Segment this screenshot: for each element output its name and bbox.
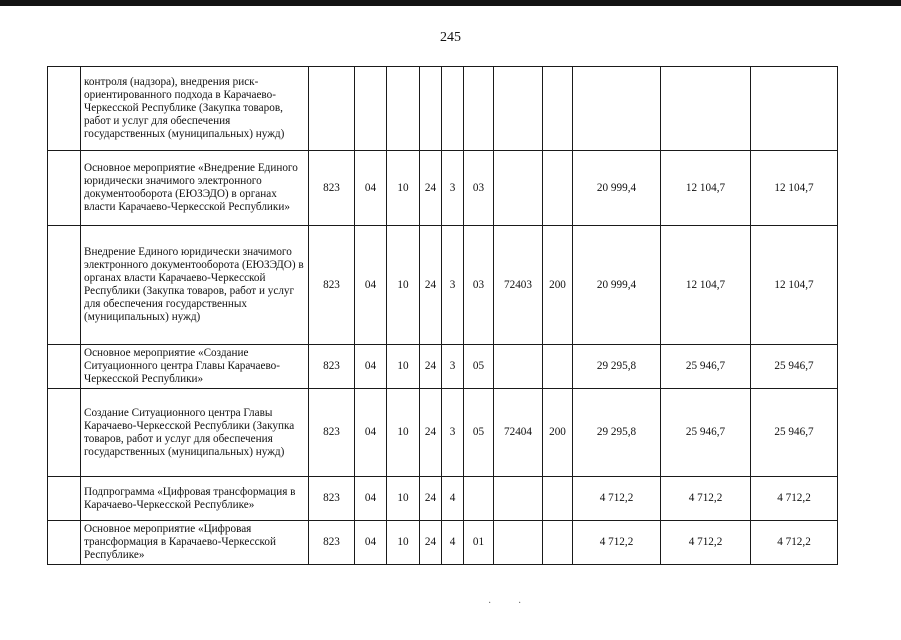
amount-year2-cell bbox=[661, 67, 751, 151]
amount-year2-cell: 25 946,7 bbox=[661, 345, 751, 389]
row-index-cell bbox=[48, 389, 81, 477]
direction-code-cell bbox=[494, 151, 543, 226]
subprogram-code-cell: 3 bbox=[442, 226, 464, 345]
item-name-cell: Основное мероприятие «Цифровая трансформация в Карачаево-Черкесской Республике» bbox=[81, 521, 309, 565]
table-row bbox=[48, 151, 838, 226]
amount-year3-cell: 12 104,7 bbox=[751, 151, 838, 226]
amount-year2-cell: 4 712,2 bbox=[661, 521, 751, 565]
direction-code-cell bbox=[494, 521, 543, 565]
subprogram-code-cell: 3 bbox=[442, 389, 464, 477]
section-code-cell: 04 bbox=[355, 477, 387, 521]
admin-code-cell: 823 bbox=[309, 477, 355, 521]
event-code-cell: 03 bbox=[464, 226, 494, 345]
subprogram-code-cell: 3 bbox=[442, 345, 464, 389]
subsection-code-cell bbox=[387, 67, 420, 151]
program-code-cell: 24 bbox=[420, 345, 442, 389]
event-code-cell bbox=[464, 477, 494, 521]
section-code-cell: 04 bbox=[355, 521, 387, 565]
amount-year2-cell: 25 946,7 bbox=[661, 389, 751, 477]
subsection-code-cell: 10 bbox=[387, 477, 420, 521]
event-code-cell: 01 bbox=[464, 521, 494, 565]
direction-code-cell: 72404 bbox=[494, 389, 543, 477]
table-row bbox=[48, 67, 838, 151]
subsection-code-cell: 10 bbox=[387, 389, 420, 477]
amount-year3-cell bbox=[751, 67, 838, 151]
amount-year3-cell: 4 712,2 bbox=[751, 477, 838, 521]
section-code-cell: 04 bbox=[355, 345, 387, 389]
amount-year1-cell: 4 712,2 bbox=[573, 521, 661, 565]
subsection-code-cell: 10 bbox=[387, 151, 420, 226]
program-code-cell: 24 bbox=[420, 477, 442, 521]
amount-year3-cell: 4 712,2 bbox=[751, 521, 838, 565]
table-row bbox=[48, 389, 838, 477]
direction-code-cell bbox=[494, 477, 543, 521]
amount-year1-cell: 29 295,8 bbox=[573, 345, 661, 389]
admin-code-cell: 823 bbox=[309, 345, 355, 389]
event-code-cell bbox=[464, 67, 494, 151]
budget-table bbox=[47, 66, 838, 565]
subsection-code-cell: 10 bbox=[387, 226, 420, 345]
scan-speck: · bbox=[488, 598, 492, 609]
direction-code-cell bbox=[494, 345, 543, 389]
section-code-cell bbox=[355, 67, 387, 151]
amount-year3-cell: 25 946,7 bbox=[751, 389, 838, 477]
item-name-cell: Основное мероприятие «Создание Ситуационного центра Главы Карачаево-Черкесской Республики» bbox=[81, 345, 309, 389]
row-index-cell bbox=[48, 67, 81, 151]
row-index-cell bbox=[48, 345, 81, 389]
page-top-border bbox=[0, 0, 901, 6]
admin-code-cell bbox=[309, 67, 355, 151]
expense-type-cell bbox=[543, 151, 573, 226]
row-index-cell bbox=[48, 477, 81, 521]
subprogram-code-cell: 3 bbox=[442, 151, 464, 226]
section-code-cell: 04 bbox=[355, 151, 387, 226]
table-row bbox=[48, 345, 838, 389]
program-code-cell: 24 bbox=[420, 226, 442, 345]
amount-year1-cell: 29 295,8 bbox=[573, 389, 661, 477]
admin-code-cell: 823 bbox=[309, 521, 355, 565]
table-body bbox=[48, 67, 838, 565]
direction-code-cell bbox=[494, 67, 543, 151]
admin-code-cell: 823 bbox=[309, 151, 355, 226]
item-name-cell: Подпрограмма «Цифровая трансформация в Карачаево-Черкесской Республике» bbox=[81, 477, 309, 521]
admin-code-cell: 823 bbox=[309, 389, 355, 477]
direction-code-cell: 72403 bbox=[494, 226, 543, 345]
row-index-cell bbox=[48, 226, 81, 345]
expense-type-cell bbox=[543, 521, 573, 565]
table-row bbox=[48, 226, 838, 345]
amount-year1-cell bbox=[573, 67, 661, 151]
amount-year2-cell: 4 712,2 bbox=[661, 477, 751, 521]
program-code-cell: 24 bbox=[420, 521, 442, 565]
amount-year1-cell: 20 999,4 bbox=[573, 151, 661, 226]
item-name-cell: контроля (надзора), внедрения риск-ориентированного подхода в Карачаево-Черкесской Республике (Закупка товаров, работ и услуг для обеспечения государственных (муниципальных) нужд) bbox=[81, 67, 309, 151]
amount-year3-cell: 12 104,7 bbox=[751, 226, 838, 345]
item-name-cell: Создание Ситуационного центра Главы Карачаево-Черкесской Республики (Закупка товаров, работ и услуг для обеспечения государственных (муниципальных) нужд) bbox=[81, 389, 309, 477]
amount-year1-cell: 20 999,4 bbox=[573, 226, 661, 345]
expense-type-cell bbox=[543, 345, 573, 389]
program-code-cell: 24 bbox=[420, 389, 442, 477]
scan-speck: · bbox=[518, 598, 522, 609]
event-code-cell: 05 bbox=[464, 345, 494, 389]
program-code-cell bbox=[420, 67, 442, 151]
subsection-code-cell: 10 bbox=[387, 345, 420, 389]
expense-type-cell bbox=[543, 477, 573, 521]
subprogram-code-cell bbox=[442, 67, 464, 151]
item-name-cell: Основное мероприятие «Внедрение Единого юридически значимого электронного документооборота (ЕЮЗЭДО) в органах власти Карачаево-Черкесской Республики» bbox=[81, 151, 309, 226]
table-row bbox=[48, 477, 838, 521]
expense-type-cell: 200 bbox=[543, 389, 573, 477]
event-code-cell: 05 bbox=[464, 389, 494, 477]
event-code-cell: 03 bbox=[464, 151, 494, 226]
amount-year3-cell: 25 946,7 bbox=[751, 345, 838, 389]
subsection-code-cell: 10 bbox=[387, 521, 420, 565]
expense-type-cell: 200 bbox=[543, 226, 573, 345]
program-code-cell: 24 bbox=[420, 151, 442, 226]
amount-year2-cell: 12 104,7 bbox=[661, 226, 751, 345]
row-index-cell bbox=[48, 151, 81, 226]
page-number: 245 bbox=[440, 30, 461, 45]
amount-year1-cell: 4 712,2 bbox=[573, 477, 661, 521]
subprogram-code-cell: 4 bbox=[442, 521, 464, 565]
section-code-cell: 04 bbox=[355, 226, 387, 345]
amount-year2-cell: 12 104,7 bbox=[661, 151, 751, 226]
admin-code-cell: 823 bbox=[309, 226, 355, 345]
item-name-cell: Внедрение Единого юридически значимого электронного документооборота (ЕЮЗЭДО) в органах власти Карачаево-Черкесской Республики (Закупка товаров, работ и услуг для обеспечения государственных (муниципальных) нужд) bbox=[81, 226, 309, 345]
row-index-cell bbox=[48, 521, 81, 565]
table-row bbox=[48, 521, 838, 565]
section-code-cell: 04 bbox=[355, 389, 387, 477]
expense-type-cell bbox=[543, 67, 573, 151]
subprogram-code-cell: 4 bbox=[442, 477, 464, 521]
